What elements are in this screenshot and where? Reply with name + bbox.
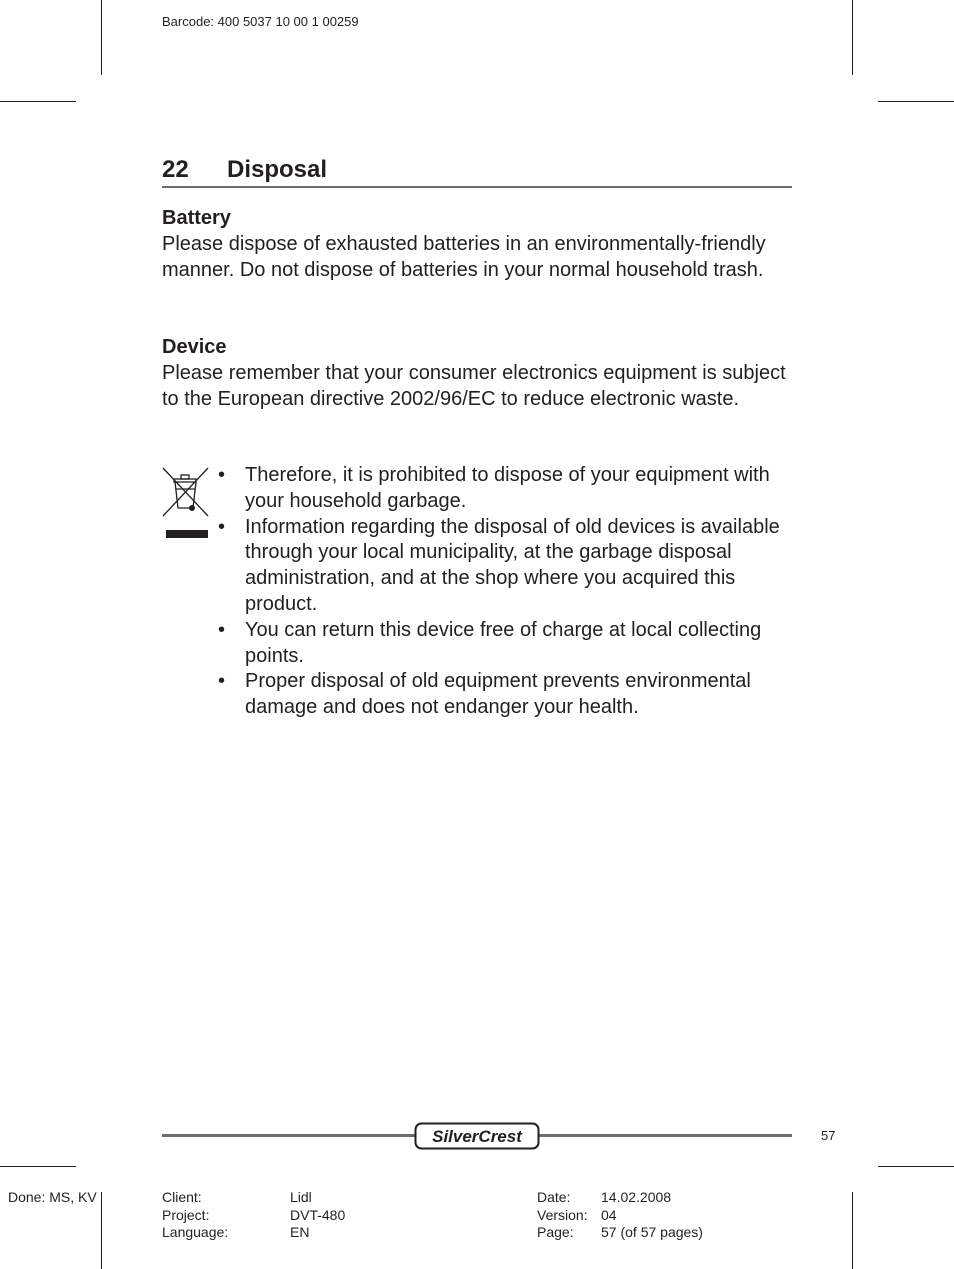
- section-heading: [162, 156, 792, 188]
- page-value: 57 (of 57 pages): [601, 1224, 703, 1240]
- version-label: Version:: [537, 1207, 588, 1223]
- page-label: Page:: [537, 1224, 574, 1240]
- client-value: Lidl: [290, 1189, 312, 1205]
- section-title: Disposal: [227, 156, 328, 183]
- list-item: • Proper disposal of old equipment prevents environmental damage and does not endanger your health.: [218, 670, 751, 719]
- language-value: EN: [290, 1224, 310, 1240]
- page-number: 57: [821, 1128, 836, 1143]
- language-label: Language:: [162, 1224, 229, 1240]
- footer-rule-left: [162, 1134, 416, 1137]
- crossed-out-wheelie-bin-icon: [162, 466, 210, 542]
- disposal-bullet-list: [218, 463, 798, 721]
- client-label: Client:: [162, 1189, 202, 1205]
- list-item: • Therefore, it is prohibited to dispose of your equipment with your household garbage.: [218, 464, 770, 512]
- crop-mark: [101, 0, 102, 75]
- crop-mark: [0, 1166, 76, 1167]
- svg-text:SilverCrest: SilverCrest: [432, 1127, 522, 1146]
- barcode-text: Barcode: 400 5037 10 00 1 00259: [162, 14, 359, 29]
- crop-mark: [852, 1192, 853, 1269]
- project-value: DVT-480: [290, 1207, 346, 1223]
- crop-mark: [878, 101, 954, 102]
- version-value: 04: [601, 1207, 617, 1223]
- list-item: • You can return this device free of charge at local collecting points.: [218, 618, 762, 667]
- list-item: • Information regarding the disposal of old devices is available through your local municipality, at the garbage disposal administration, and at the shop where you acquired this product.: [218, 515, 780, 615]
- battery-text: Please dispose of exhausted batteries in an environmentally-friendly manner. Do not dispose of batteries in your normal household trash.: [162, 232, 766, 281]
- project-label: Project:: [162, 1207, 210, 1223]
- section-number: 22: [162, 156, 189, 183]
- battery-title: Battery: [162, 207, 231, 229]
- device-title: Device: [162, 336, 227, 358]
- date-label: Date:: [537, 1189, 571, 1205]
- device-text: Please remember that your consumer electronics equipment is subject to the European directive 2002/96/EC to reduce electronic waste.: [162, 361, 786, 410]
- crop-mark: [101, 1192, 102, 1269]
- battery-section: [162, 206, 794, 283]
- crop-mark: [878, 1166, 954, 1167]
- crop-mark: [0, 101, 76, 102]
- footer-rule-right: [538, 1134, 792, 1137]
- date-value: 14.02.2008: [601, 1189, 672, 1205]
- silvercrest-logo: [414, 1122, 540, 1150]
- done-by: Done: MS, KV: [8, 1189, 97, 1205]
- device-section: [162, 335, 794, 412]
- crop-mark: [852, 0, 853, 75]
